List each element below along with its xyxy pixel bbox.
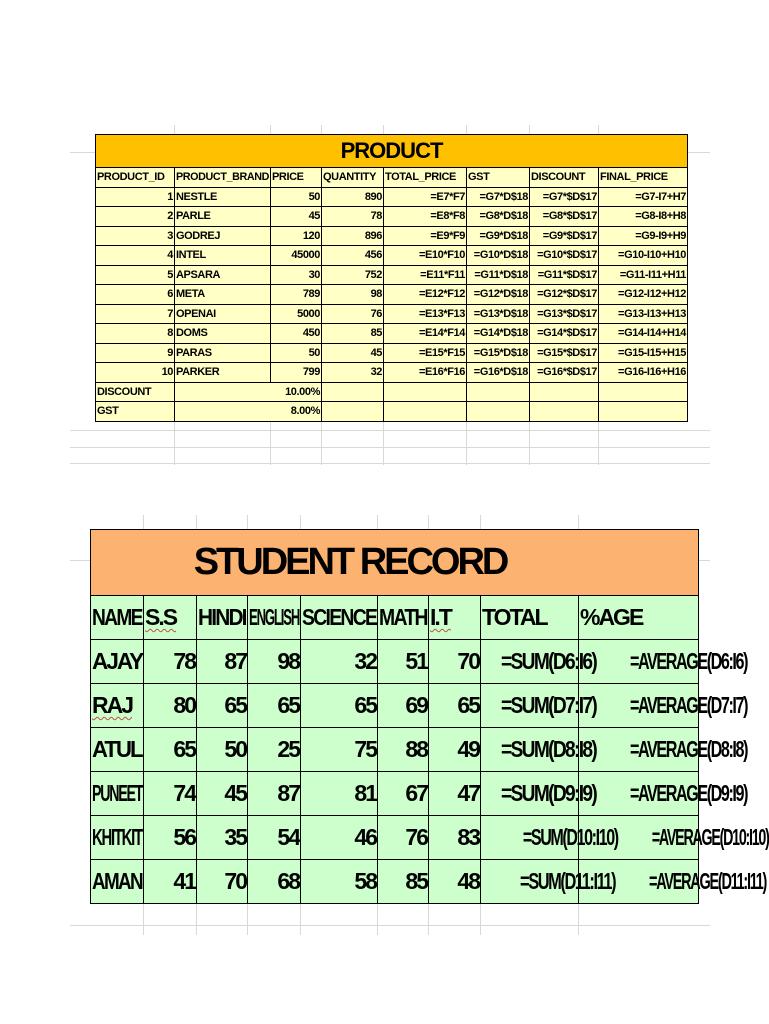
product-table-row bbox=[96, 265, 688, 285]
student-table-row bbox=[91, 728, 699, 772]
student-cell[interactable]: 74 bbox=[144, 772, 197, 816]
student-cell[interactable]: 45 bbox=[197, 772, 248, 816]
product-cell[interactable]: 45000 bbox=[271, 246, 322, 266]
product-cell[interactable]: =E16*F16 bbox=[384, 363, 467, 383]
product-cell[interactable]: =G14-I14+H14 bbox=[599, 324, 688, 344]
product-header-cell[interactable]: DISCOUNT bbox=[530, 168, 599, 188]
empty-cell[interactable] bbox=[322, 402, 384, 422]
product-cell[interactable]: =G8*$D$17 bbox=[530, 207, 599, 227]
discount-row-label[interactable]: DISCOUNT bbox=[96, 382, 175, 402]
student-header-cell[interactable]: I.T bbox=[429, 596, 481, 640]
student-cell[interactable]: 80 bbox=[144, 684, 197, 728]
product-cell[interactable]: 30 bbox=[271, 265, 322, 285]
product-cell[interactable]: =G12*$D$17 bbox=[530, 285, 599, 305]
student-header-cell[interactable]: SCIENCE bbox=[301, 596, 378, 640]
product-header-cell[interactable]: PRODUCT_ID bbox=[96, 168, 175, 188]
product-header-cell[interactable]: PRODUCT_BRAND bbox=[175, 168, 271, 188]
empty-cell[interactable] bbox=[467, 402, 530, 422]
student-cell[interactable]: 58 bbox=[301, 860, 378, 904]
student-cell[interactable]: =AVERAGE(D8:I8) bbox=[579, 728, 699, 772]
product-cell[interactable]: =G7*D$18 bbox=[467, 187, 530, 207]
product-cell[interactable]: =G10*$D$17 bbox=[530, 246, 599, 266]
product-header-cell[interactable]: GST bbox=[467, 168, 530, 188]
product-cell[interactable]: 7 bbox=[96, 304, 175, 324]
product-cell[interactable]: 789 bbox=[271, 285, 322, 305]
student-name-cell[interactable]: RAJ bbox=[91, 684, 144, 728]
product-cell[interactable]: =G13*$D$17 bbox=[530, 304, 599, 324]
student-cell[interactable]: =SUM(D8:I8) bbox=[481, 728, 579, 772]
student-cell[interactable]: 32 bbox=[301, 640, 378, 684]
student-cell[interactable]: 54 bbox=[248, 816, 301, 860]
product-cell[interactable]: 50 bbox=[271, 187, 322, 207]
discount-row-value[interactable]: 10.00% bbox=[175, 382, 322, 402]
student-cell[interactable]: 88 bbox=[378, 728, 429, 772]
student-cell[interactable]: 49 bbox=[429, 728, 481, 772]
product-cell[interactable]: =G14*D$18 bbox=[467, 324, 530, 344]
student-cell[interactable]: =SUM(D9:I9) bbox=[481, 772, 579, 816]
product-cell[interactable]: 4 bbox=[96, 246, 175, 266]
student-header-row bbox=[91, 596, 699, 640]
product-cell[interactable]: 50 bbox=[271, 343, 322, 363]
product-cell[interactable]: =E14*F14 bbox=[384, 324, 467, 344]
student-cell[interactable]: 25 bbox=[248, 728, 301, 772]
product-cell[interactable]: PARKER bbox=[175, 363, 271, 383]
student-header-cell[interactable]: %AGE bbox=[579, 596, 699, 640]
student-header-cell[interactable]: ENGLISH bbox=[248, 596, 301, 640]
product-cell[interactable]: 2 bbox=[96, 207, 175, 227]
product-table bbox=[95, 134, 688, 422]
product-cell[interactable]: PARAS bbox=[175, 343, 271, 363]
product-cell[interactable]: PARLE bbox=[175, 207, 271, 227]
empty-cell[interactable] bbox=[599, 382, 688, 402]
student-cell[interactable]: 65 bbox=[301, 684, 378, 728]
product-cell[interactable]: 456 bbox=[322, 246, 384, 266]
empty-cell[interactable] bbox=[599, 402, 688, 422]
product-cell[interactable]: 890 bbox=[322, 187, 384, 207]
product-cell[interactable]: 896 bbox=[322, 226, 384, 246]
student-cell[interactable]: =AVERAGE(D6:I6) bbox=[579, 640, 699, 684]
student-cell[interactable]: 87 bbox=[248, 772, 301, 816]
product-table-row bbox=[96, 246, 688, 266]
student-cell[interactable]: 81 bbox=[301, 772, 378, 816]
student-cell[interactable]: 50 bbox=[197, 728, 248, 772]
student-cell[interactable]: =SUM(D7:I7) bbox=[481, 684, 579, 728]
product-table-row bbox=[96, 285, 688, 305]
student-table-row bbox=[91, 772, 699, 816]
student-cell[interactable]: 65 bbox=[197, 684, 248, 728]
product-header-cell[interactable]: FINAL_PRICE bbox=[599, 168, 688, 188]
student-cell[interactable]: =AVERAGE(D9:I9) bbox=[579, 772, 699, 816]
product-cell[interactable]: =E15*F15 bbox=[384, 343, 467, 363]
product-cell[interactable]: 450 bbox=[271, 324, 322, 344]
product-cell[interactable]: =E10*F10 bbox=[384, 246, 467, 266]
product-cell[interactable]: 1 bbox=[96, 187, 175, 207]
product-cell[interactable]: =E7*F7 bbox=[384, 187, 467, 207]
product-header-cell[interactable]: QUANTITY bbox=[322, 168, 384, 188]
student-table-row bbox=[91, 860, 699, 904]
product-cell[interactable]: =G11*D$18 bbox=[467, 265, 530, 285]
student-cell[interactable]: =SUM(D11:I11) bbox=[481, 860, 579, 904]
student-name-cell[interactable]: ATUL bbox=[91, 728, 144, 772]
student-cell[interactable]: 70 bbox=[429, 640, 481, 684]
product-cell[interactable]: =G10*D$18 bbox=[467, 246, 530, 266]
product-cell[interactable]: =E13*F13 bbox=[384, 304, 467, 324]
student-name-cell[interactable]: PUNEET bbox=[91, 772, 144, 816]
product-cell[interactable]: 752 bbox=[322, 265, 384, 285]
product-cell[interactable]: =E8*F8 bbox=[384, 207, 467, 227]
student-cell[interactable]: 68 bbox=[248, 860, 301, 904]
student-name-cell[interactable]: KHITKIT bbox=[91, 816, 144, 860]
product-table-row bbox=[96, 187, 688, 207]
student-cell[interactable]: =SUM(D6:I6) bbox=[481, 640, 579, 684]
product-cell[interactable]: =G11-I11+H11 bbox=[599, 265, 688, 285]
product-cell[interactable]: 3 bbox=[96, 226, 175, 246]
student-cell[interactable]: 35 bbox=[197, 816, 248, 860]
product-cell[interactable]: =G11*$D$17 bbox=[530, 265, 599, 285]
product-header-cell[interactable]: PRICE bbox=[271, 168, 322, 188]
product-cell[interactable]: =G16*$D$17 bbox=[530, 363, 599, 383]
product-cell[interactable]: =E9*F9 bbox=[384, 226, 467, 246]
student-header-cell[interactable]: TOTAL bbox=[481, 596, 579, 640]
product-cell[interactable]: GODREJ bbox=[175, 226, 271, 246]
student-cell[interactable]: =AVERAGE(D11:I11) bbox=[579, 860, 699, 904]
product-cell[interactable]: =G16-I16+H16 bbox=[599, 363, 688, 383]
product-cell[interactable]: =G15*D$18 bbox=[467, 343, 530, 363]
empty-cell[interactable] bbox=[530, 382, 599, 402]
student-cell[interactable]: 69 bbox=[378, 684, 429, 728]
product-cell[interactable]: =G12*D$18 bbox=[467, 285, 530, 305]
product-cell[interactable]: =G13-I13+H13 bbox=[599, 304, 688, 324]
student-cell[interactable]: 75 bbox=[301, 728, 378, 772]
product-cell[interactable]: 799 bbox=[271, 363, 322, 383]
student-cell[interactable]: =AVERAGE(D10:I10) bbox=[579, 816, 699, 860]
product-cell[interactable]: =G15*$D$17 bbox=[530, 343, 599, 363]
student-header-cell[interactable]: NAME bbox=[91, 596, 144, 640]
student-title[interactable]: STUDENT RECORD bbox=[91, 530, 699, 596]
product-cell[interactable]: =G9*D$18 bbox=[467, 226, 530, 246]
product-header-row bbox=[96, 168, 688, 188]
gst-row-value[interactable]: 8.00% bbox=[175, 402, 322, 422]
product-cell[interactable]: 6 bbox=[96, 285, 175, 305]
product-cell[interactable]: 76 bbox=[322, 304, 384, 324]
product-cell[interactable]: =E12*F12 bbox=[384, 285, 467, 305]
student-header-cell[interactable]: S.S bbox=[144, 596, 197, 640]
student-cell[interactable]: 65 bbox=[429, 684, 481, 728]
product-cell[interactable]: 98 bbox=[322, 285, 384, 305]
product-table-row bbox=[96, 343, 688, 363]
student-cell[interactable]: 76 bbox=[378, 816, 429, 860]
student-cell[interactable]: 67 bbox=[378, 772, 429, 816]
student-cell[interactable]: 70 bbox=[197, 860, 248, 904]
product-cell[interactable]: OPENAI bbox=[175, 304, 271, 324]
student-name-cell[interactable]: AJAY bbox=[91, 640, 144, 684]
product-table-row bbox=[96, 324, 688, 344]
student-cell[interactable]: 83 bbox=[429, 816, 481, 860]
product-cell[interactable]: APSARA bbox=[175, 265, 271, 285]
product-cell[interactable]: NESTLE bbox=[175, 187, 271, 207]
student-cell[interactable]: 56 bbox=[144, 816, 197, 860]
student-table bbox=[90, 529, 769, 904]
student-table-row bbox=[91, 816, 699, 860]
product-cell[interactable]: INTEL bbox=[175, 246, 271, 266]
student-cell[interactable]: 87 bbox=[197, 640, 248, 684]
product-cell[interactable]: =G14*$D$17 bbox=[530, 324, 599, 344]
student-header-cell[interactable]: HINDI bbox=[197, 596, 248, 640]
product-cell[interactable]: 85 bbox=[322, 324, 384, 344]
empty-cell[interactable] bbox=[467, 382, 530, 402]
student-cell[interactable]: 65 bbox=[144, 728, 197, 772]
student-header-cell[interactable]: MATH bbox=[378, 596, 429, 640]
student-cell[interactable]: =SUM(D10:I10) bbox=[481, 816, 579, 860]
empty-cell[interactable] bbox=[530, 402, 599, 422]
product-cell[interactable]: =G7-I7+H7 bbox=[599, 187, 688, 207]
student-cell[interactable]: 48 bbox=[429, 860, 481, 904]
empty-cell[interactable] bbox=[384, 402, 467, 422]
empty-cell[interactable] bbox=[322, 382, 384, 402]
student-table-row bbox=[91, 640, 699, 684]
product-cell[interactable]: 45 bbox=[271, 207, 322, 227]
student-cell[interactable]: 85 bbox=[378, 860, 429, 904]
product-cell[interactable]: 78 bbox=[322, 207, 384, 227]
product-cell[interactable]: 8 bbox=[96, 324, 175, 344]
gst-row bbox=[96, 402, 688, 422]
student-cell[interactable]: 78 bbox=[144, 640, 197, 684]
product-cell[interactable]: =G16*D$18 bbox=[467, 363, 530, 383]
product-cell[interactable]: DOMS bbox=[175, 324, 271, 344]
gst-row-label[interactable]: GST bbox=[96, 402, 175, 422]
product-table-row bbox=[96, 226, 688, 246]
product-cell[interactable]: =G8-I8+H8 bbox=[599, 207, 688, 227]
empty-cell[interactable] bbox=[384, 382, 467, 402]
product-cell[interactable]: 45 bbox=[322, 343, 384, 363]
product-table-row bbox=[96, 363, 688, 383]
product-cell[interactable]: =E11*F11 bbox=[384, 265, 467, 285]
product-cell[interactable]: =G9*$D$17 bbox=[530, 226, 599, 246]
student-cell[interactable]: 46 bbox=[301, 816, 378, 860]
product-cell[interactable]: 5 bbox=[96, 265, 175, 285]
product-cell[interactable]: =G15-I15+H15 bbox=[599, 343, 688, 363]
product-cell[interactable]: =G13*D$18 bbox=[467, 304, 530, 324]
product-cell[interactable]: =G8*D$18 bbox=[467, 207, 530, 227]
product-title-row bbox=[96, 135, 688, 168]
product-cell[interactable]: 9 bbox=[96, 343, 175, 363]
product-cell[interactable]: 120 bbox=[271, 226, 322, 246]
student-cell[interactable]: 65 bbox=[248, 684, 301, 728]
student-cell[interactable]: 47 bbox=[429, 772, 481, 816]
student-cell[interactable]: 51 bbox=[378, 640, 429, 684]
student-cell[interactable]: =AVERAGE(D7:I7) bbox=[579, 684, 699, 728]
student-cell[interactable]: 98 bbox=[248, 640, 301, 684]
product-cell[interactable]: 32 bbox=[322, 363, 384, 383]
product-cell[interactable]: 10 bbox=[96, 363, 175, 383]
product-cell[interactable]: =G12-I12+H12 bbox=[599, 285, 688, 305]
discount-row bbox=[96, 382, 688, 402]
product-table-row bbox=[96, 207, 688, 227]
product-cell[interactable]: =G10-I10+H10 bbox=[599, 246, 688, 266]
product-table-row bbox=[96, 304, 688, 324]
student-table-row bbox=[91, 684, 699, 728]
product-title[interactable]: PRODUCT bbox=[96, 135, 688, 168]
product-cell[interactable]: 5000 bbox=[271, 304, 322, 324]
student-cell[interactable]: 41 bbox=[144, 860, 197, 904]
product-header-cell[interactable]: TOTAL_PRICE bbox=[384, 168, 467, 188]
product-cell[interactable]: =G7*$D$17 bbox=[530, 187, 599, 207]
student-title-row bbox=[91, 530, 699, 596]
product-cell[interactable]: =G9-I9+H9 bbox=[599, 226, 688, 246]
student-name-cell[interactable]: AMAN bbox=[91, 860, 144, 904]
product-cell[interactable]: META bbox=[175, 285, 271, 305]
